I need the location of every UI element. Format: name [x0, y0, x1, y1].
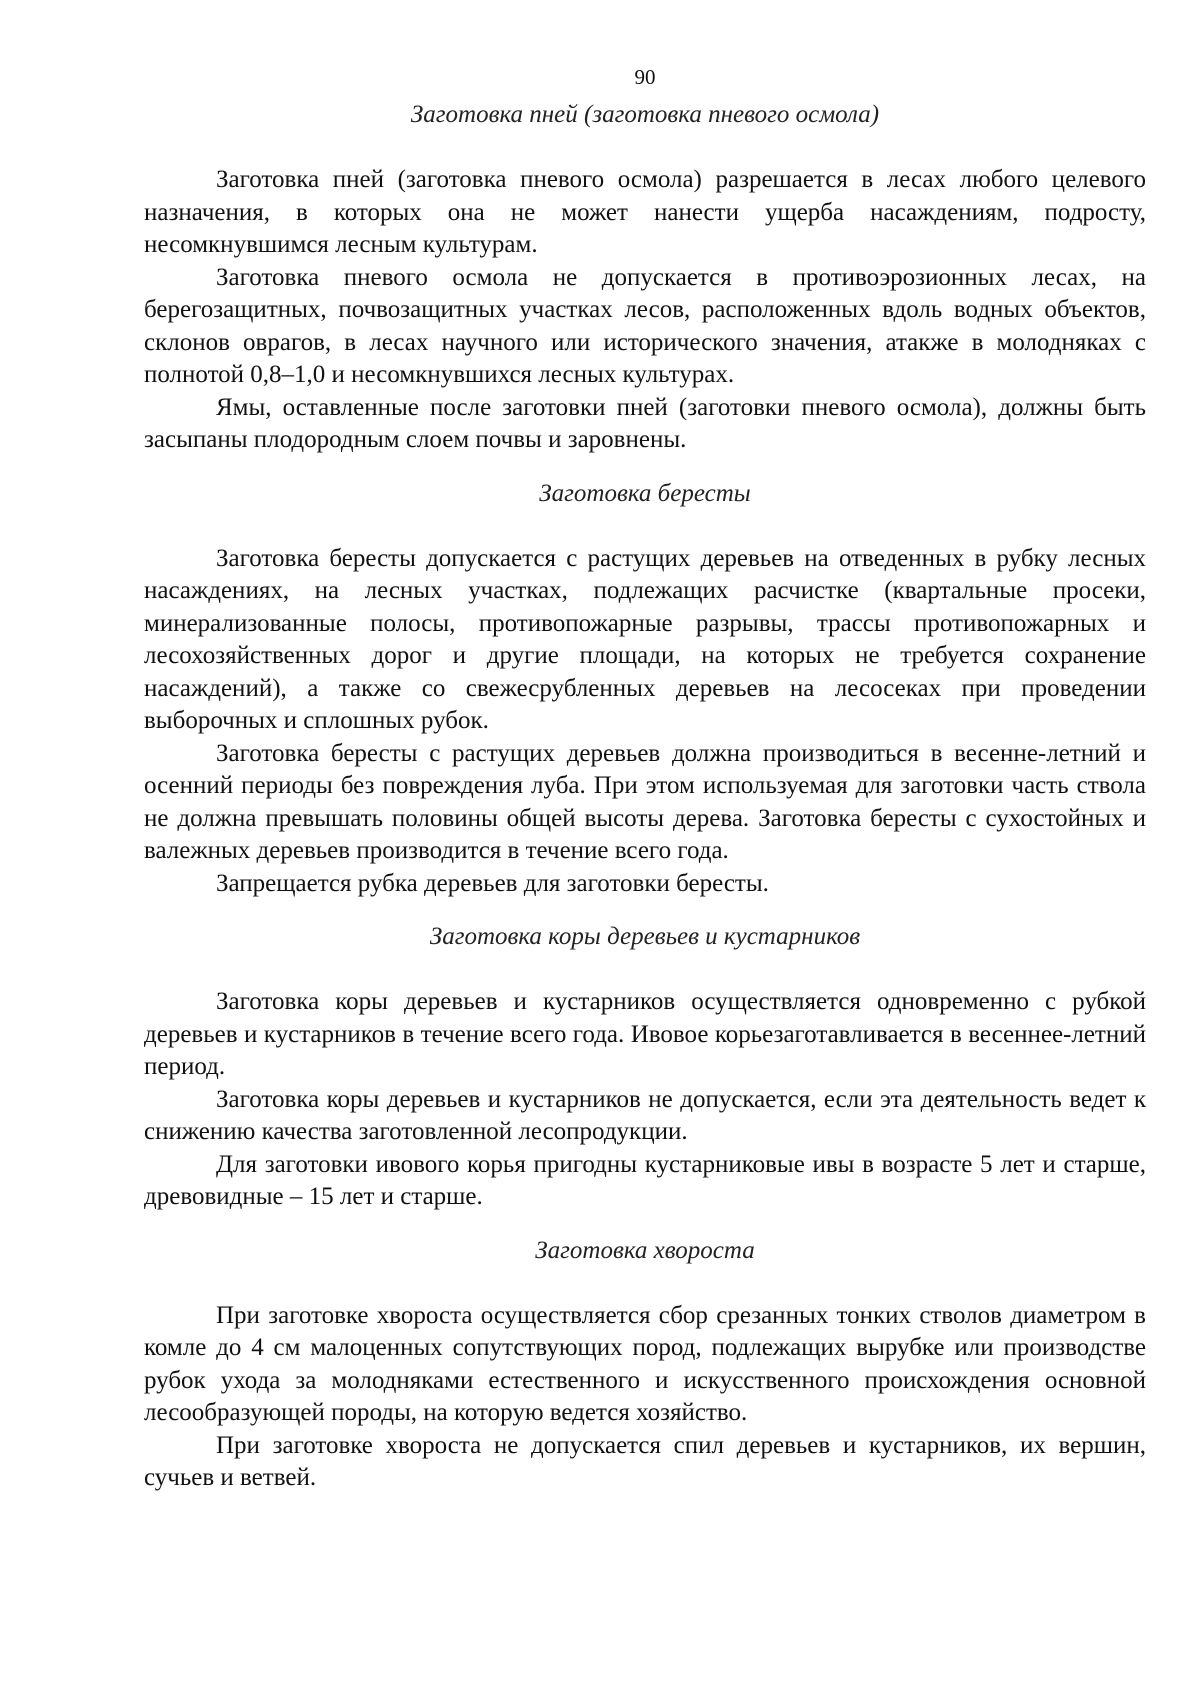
paragraph: Заготовка коры деревьев и кустарников осуществляется одновременно с рубкой деревьев и кустарников в течение всего года. Ивовое корьезаготавливается в весеннее-летний период. [144, 988, 1146, 1080]
paragraph: Запрещается рубка деревьев для заготовки бересты. [216, 869, 769, 897]
paragraph: Заготовка бересты допускается с растущих деревьев на отведенных в рубку лесных насаждениях, на лесных участках, подлежащих расчистке (квартальные просеки, минерализованные полосы, противопожарные разрывы, трассы противопожарных и лесохозяйственных дорог и другие площади, на которых не требуется сохранение насаждений), а также со свежесрубленных деревьев на лесосеках при проведении выборочных и сплошных рубок. [144, 544, 1146, 734]
paragraph: При заготовке хвороста не допускается спил деревьев и кустарников, их вершин, сучьев и ветвей. [144, 1431, 1146, 1491]
section-title: Заготовка коры деревьев и кустарников [429, 923, 861, 950]
paragraph: При заготовке хвороста осуществляется сбор срезанных тонких стволов диаметром в комле до 4 см малоценных сопутствующих пород, подлежащих вырубке или производстве рубок ухода за молодняками естественного и искусственного происхождения основной лесообразующей породы, на которую ведется хозяйство. [144, 1301, 1146, 1426]
section-stump-harvesting [144, 98, 1146, 457]
section-title: Заготовка хвороста [535, 1236, 755, 1264]
paragraph: Заготовка пней (заготовка пневого осмола) разрешается в лесах любого целевого назначения, в которых она не может нанести ущерба насаждениям, подросту, несомкнувшимся лесным культурам. [144, 166, 1146, 258]
paragraph: Заготовка пневого осмола не допускается в противоэрозионных лесах, на берегозащитных, почвозащитных участках лесов, расположенных вдоль водных объектов, склонов оврагов, в лесах научного или исторического значения, атакже в молодняках с полнотой 0,8–1,0 и несомкнувшихся лесных культурах. [144, 263, 1146, 388]
section-brushwood [144, 1234, 1146, 1495]
paragraph: Для заготовки ивового корья пригодны кустарниковые ивы в возрасте 5 лет и старше, древовидные – 15 лет и старше. [144, 1150, 1146, 1210]
document-page [144, 62, 1146, 1495]
section-body [144, 543, 1146, 901]
section-body [144, 164, 1146, 457]
section-tree-bark [144, 920, 1146, 1214]
section-title: Заготовка пней (заготовка пневого осмола) [410, 101, 880, 128]
paragraph: Заготовка бересты с растущих деревьев должна производиться в весенне-летний и осенний периоды без повреждения луба. При этом используемая для заготовки часть ствола не должна превышать половины общей высоты дерева. Заготовка бересты с сухостойных и валежных деревьев производится в течение всего года. [144, 739, 1146, 864]
paragraph: Ямы, оставленные после заготовки пней (заготовки пневого осмола), должны быть засыпаны плодородным слоем почвы и заровнены. [144, 393, 1146, 453]
section-body [144, 1300, 1146, 1495]
section-body [144, 986, 1146, 1214]
paragraph: Заготовка коры деревьев и кустарников не допускается, если эта деятельность ведет к снижению качества заготовленной лесопродукции. [144, 1085, 1146, 1145]
page-number: 90 [634, 65, 656, 89]
section-title: Заготовка бересты [539, 479, 751, 507]
section-birch-bark [144, 477, 1146, 901]
